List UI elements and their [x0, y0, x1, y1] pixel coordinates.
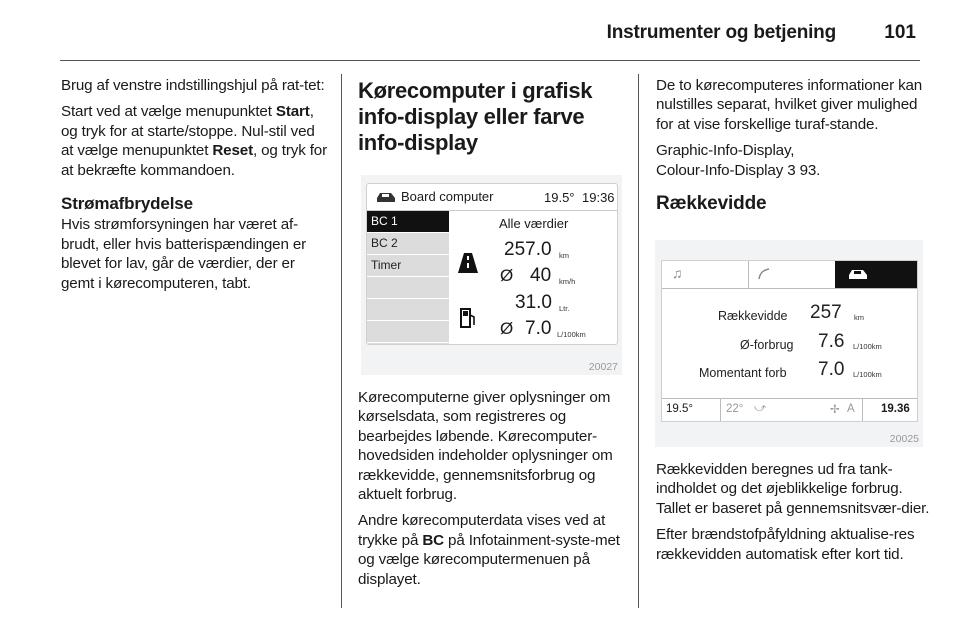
column-divider-1	[341, 74, 342, 608]
row-unit: L/100km	[853, 342, 882, 351]
car-icon	[375, 191, 397, 203]
paragraph: Rækkevidden beregnes ud fra tank-indholdet og det øjeblikkelige forbrug. Tallet er baseret på gennemsnitsvær-dier.	[656, 461, 930, 517]
figure-board-computer	[361, 175, 622, 375]
row-label: Rækkevidde	[718, 309, 788, 323]
page-number: 101	[884, 22, 916, 43]
display-title: Board computer	[401, 189, 494, 204]
value-avg-consumption: 7.0	[525, 318, 552, 339]
fan-mode: A	[847, 403, 855, 415]
row-value: 7.0	[818, 359, 845, 380]
section-heading: Rækkevidde	[656, 193, 767, 215]
unit-l100km: L/100km	[557, 330, 586, 339]
row-unit: L/100km	[853, 370, 882, 379]
column-3	[656, 76, 931, 213]
row-label: Momentant forb	[699, 366, 787, 380]
fan-icon: ✢	[830, 404, 840, 416]
reset-keyword: Reset	[212, 142, 253, 160]
paragraph: Graphic-Info-Display,	[656, 142, 795, 160]
display-title-bar	[367, 184, 617, 211]
bc-keyword: BC	[422, 531, 444, 549]
tab-vehicle	[835, 261, 917, 288]
display-menu	[367, 211, 449, 344]
clock: 19:36	[582, 190, 615, 205]
column-3-body	[656, 460, 931, 571]
paragraph: Andre kørecomputerdata vises ved at trykke på BC på Infotainment-syste-met og vælge kørecomputermenuen på displayet.	[358, 512, 620, 588]
column-1	[61, 76, 331, 300]
value-avg-speed: 40	[530, 265, 552, 286]
paragraph: Kørecomputerne giver oplysninger om kørselsdata, som registreres og bearbejdes løbende. Kørecomputer-hovedsiden indeholder oplysninger om rækkevidde, gennemsnitsforbrug og aktuelt forbrug.	[358, 389, 613, 504]
outside-temp: 19.5°	[666, 403, 693, 415]
row-value: 257	[810, 302, 842, 323]
display-screen	[661, 260, 918, 422]
car-icon	[847, 268, 869, 280]
figure-range	[655, 240, 923, 447]
music-note-icon: ♫	[672, 265, 683, 281]
header-rule	[60, 60, 920, 61]
value-fuel-used: 31.0	[515, 292, 552, 313]
display-subtitle: Alle værdier	[499, 216, 569, 231]
tab-phone	[749, 261, 836, 288]
avg-symbol: Ø	[500, 266, 514, 285]
running-header-title: Instrumenter og betjening	[606, 22, 836, 43]
column-2-body	[358, 388, 630, 596]
outside-temp: 19.5°	[544, 190, 575, 205]
airflow-icon: ⤻	[754, 402, 767, 414]
tab-audio	[662, 261, 749, 288]
display-tab-bar	[662, 261, 917, 289]
paragraph: Hvis strømforsyningen har været af-brudt, eller hvis batterispændingen er blevet for lav, går de værdier, der er gemt i kørecomputeren, tabt.	[61, 216, 307, 292]
paragraph: Start ved at vælge menupunktet Start, og tryk for at starte/stoppe. Nul-stil ved at vælge menupunktet Reset, og tryk for at bekræfte kommandoen.	[61, 103, 327, 179]
road-icon	[457, 252, 479, 274]
menu-item-bc2: BC 2	[367, 233, 449, 255]
unit-ltr: Ltr.	[559, 304, 570, 313]
row-unit: km	[854, 313, 864, 322]
phone-icon	[757, 267, 771, 281]
fuel-pump-icon	[459, 307, 477, 329]
clock: 19.36	[881, 403, 910, 415]
column-divider-2	[638, 74, 639, 608]
row-value: 7.6	[818, 331, 845, 352]
page-ref-arrow: 3	[787, 161, 796, 179]
unit-km: km	[559, 251, 569, 260]
column-2	[358, 78, 630, 156]
set-temp: 22°	[726, 403, 744, 415]
figure-code: 20025	[889, 433, 919, 445]
paragraph: Brug af venstre indstillingshjul på rat-tet:	[61, 77, 325, 94]
paragraph: Efter brændstofpåfyldning aktualise-res rækkevidden automatisk efter kort tid.	[656, 526, 915, 563]
menu-item-bc1: BC 1	[367, 211, 449, 233]
figure-code: 20027	[588, 361, 618, 373]
menu-item-timer: Timer	[367, 255, 449, 277]
unit-kmh: km/h	[559, 277, 576, 286]
display-screen	[366, 183, 618, 345]
start-keyword: Start	[275, 103, 310, 121]
section-heading: Strømafbrydelse	[61, 194, 193, 214]
paragraph: Colour-Info-Display 3 93.	[656, 161, 821, 179]
section-heading: Kørecomputer i grafisk info-display eller farve info-display	[358, 78, 593, 155]
row-label: Ø-forbrug	[740, 338, 794, 352]
climate-status-bar	[662, 398, 917, 421]
value-range: 257.0	[504, 239, 552, 260]
paragraph: De to kørecomputeres informationer kan nulstilles separat, hvilket giver mulighed for at vise forskellige turaf-stande.	[656, 77, 923, 133]
avg-symbol: Ø	[500, 319, 514, 338]
